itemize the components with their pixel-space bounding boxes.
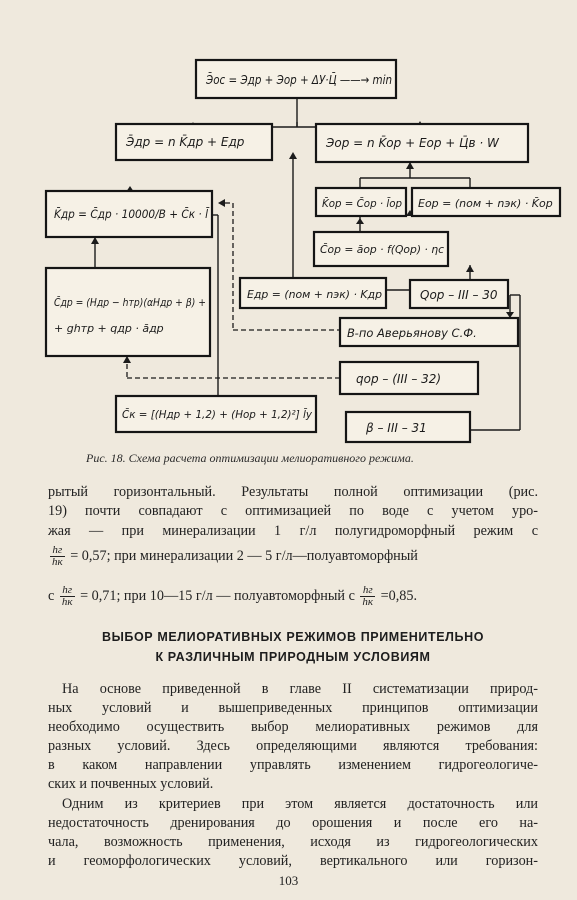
figure-caption: Рис. 18. Схема расчета оптимизации мелиоративного режима. <box>86 451 414 465</box>
fraction-numerator: hг <box>360 585 375 597</box>
box-cdr-line1: C̄др = (Hдр − hтр)(αHдр + β) + <box>54 297 206 309</box>
fraction-denominator: hк <box>61 596 73 608</box>
box-kdr-text: K̄др = C̄др · 10000/B + C̄к · l̄ <box>54 207 210 221</box>
arrow-head <box>356 218 364 224</box>
page-number: 103 <box>278 873 299 888</box>
arrow-head <box>218 199 225 207</box>
text-line: разных условий. Здесь определяющими являются требования: <box>48 738 538 754</box>
text-line: необходимо осуществить выбор мелиоративных режимов для <box>48 719 538 735</box>
text-segment: =0,85. <box>380 587 418 604</box>
text-line-with-fractions <box>48 585 538 608</box>
text-line: недостаточность дренирования до орошения и после его на- <box>48 815 538 831</box>
box-cdr <box>46 268 210 356</box>
box-beta-text: β – III – 31 <box>366 421 427 435</box>
box-eor2-text: Eор = (nом + nэк) · K̄ор <box>418 197 553 210</box>
box-cdr-line2: + ghтр + qдр · āдр <box>54 322 164 335</box>
text-line: ских и почвенных условий. <box>48 776 214 792</box>
fraction-numerator: hг <box>50 545 65 557</box>
section-heading-line-1: ВЫБОР МЕЛИОРАТИВНЫХ РЕЖИМОВ ПРИМЕНИТЕЛЬНО <box>101 630 485 644</box>
text-line: На основе приведенной в главе II систематизации природ- <box>62 681 538 697</box>
box-qor32-text: qор – (III – 32) <box>356 372 442 386</box>
fraction-numerator: hг <box>60 585 75 597</box>
text-line: ных условий и вышеприведенных принципов оптимизации <box>48 700 538 716</box>
text-segment: = 0,57; при минерализации 2 — 5 г/л—полуавтоморфный <box>70 547 418 564</box>
fraction <box>50 545 65 568</box>
arrow-head <box>466 265 474 272</box>
text-line: 19) почти совпадают с оптимизацией по воде с учетом уро- <box>48 503 538 519</box>
paragraph-2 <box>48 680 538 794</box>
fraction <box>60 585 75 608</box>
fraction-denominator: hк <box>52 556 63 568</box>
text-line: жая — при минерализации 1 г/л полугидроморфный режим с <box>48 523 538 539</box>
text-line: рытый горизонтальный. Результаты полной оптимизации (рис. <box>48 484 538 500</box>
paragraph-3 <box>48 795 538 871</box>
box-kor-text: K̄ор = C̄ор · l̄ор <box>322 197 403 210</box>
box-ck-text: C̄к = [(Hдр + 1,2) + (Hор + 1,2)²] l̄у <box>122 409 313 421</box>
text-segment: = 0,71; при 10—15 г/л — полуавтоморфный с <box>80 587 355 604</box>
text-line: Одним из критериев при этом является достаточность или <box>62 796 538 812</box>
text-line: чала, возможность применения, исходя из гидрогеологических <box>48 834 538 850</box>
section-heading-line-2: К РАЗЛИЧНЫМ ПРИРОДНЫМ УСЛОВИЯМ <box>155 650 431 664</box>
box-b-averyanov-text: B-по Аверьянову С.Ф. <box>347 326 477 340</box>
box-edr-text: Э̄др = n K̄др + Eдр <box>126 135 245 149</box>
box-eor-text: Эор = n K̄ор + Eор + Ц̄в · W <box>326 136 499 150</box>
fraction <box>360 585 375 608</box>
text-line: и геоморфологических условий, вертикального или горизон- <box>48 853 538 869</box>
box-cor-text: C̄ор = āор · f(Qор) · ηс <box>320 243 444 256</box>
text-segment: с <box>48 587 55 604</box>
arrow-head <box>289 152 297 159</box>
box-total-cost-text: Э̄ос = Эдр + Эор + ΔУ·Ц̄ ——→ min <box>205 72 393 87</box>
box-qor30-text: Qор – III – 30 <box>420 288 498 302</box>
box-edr2-text: Eдр = (nом + nэк) · Kдр <box>247 288 383 301</box>
optimization-flowchart <box>0 0 577 445</box>
text-line-with-fraction <box>48 545 538 568</box>
fraction-denominator: hк <box>362 596 374 608</box>
text-line: в каком направлении управлять изменением гидрогеологиче- <box>48 757 538 773</box>
